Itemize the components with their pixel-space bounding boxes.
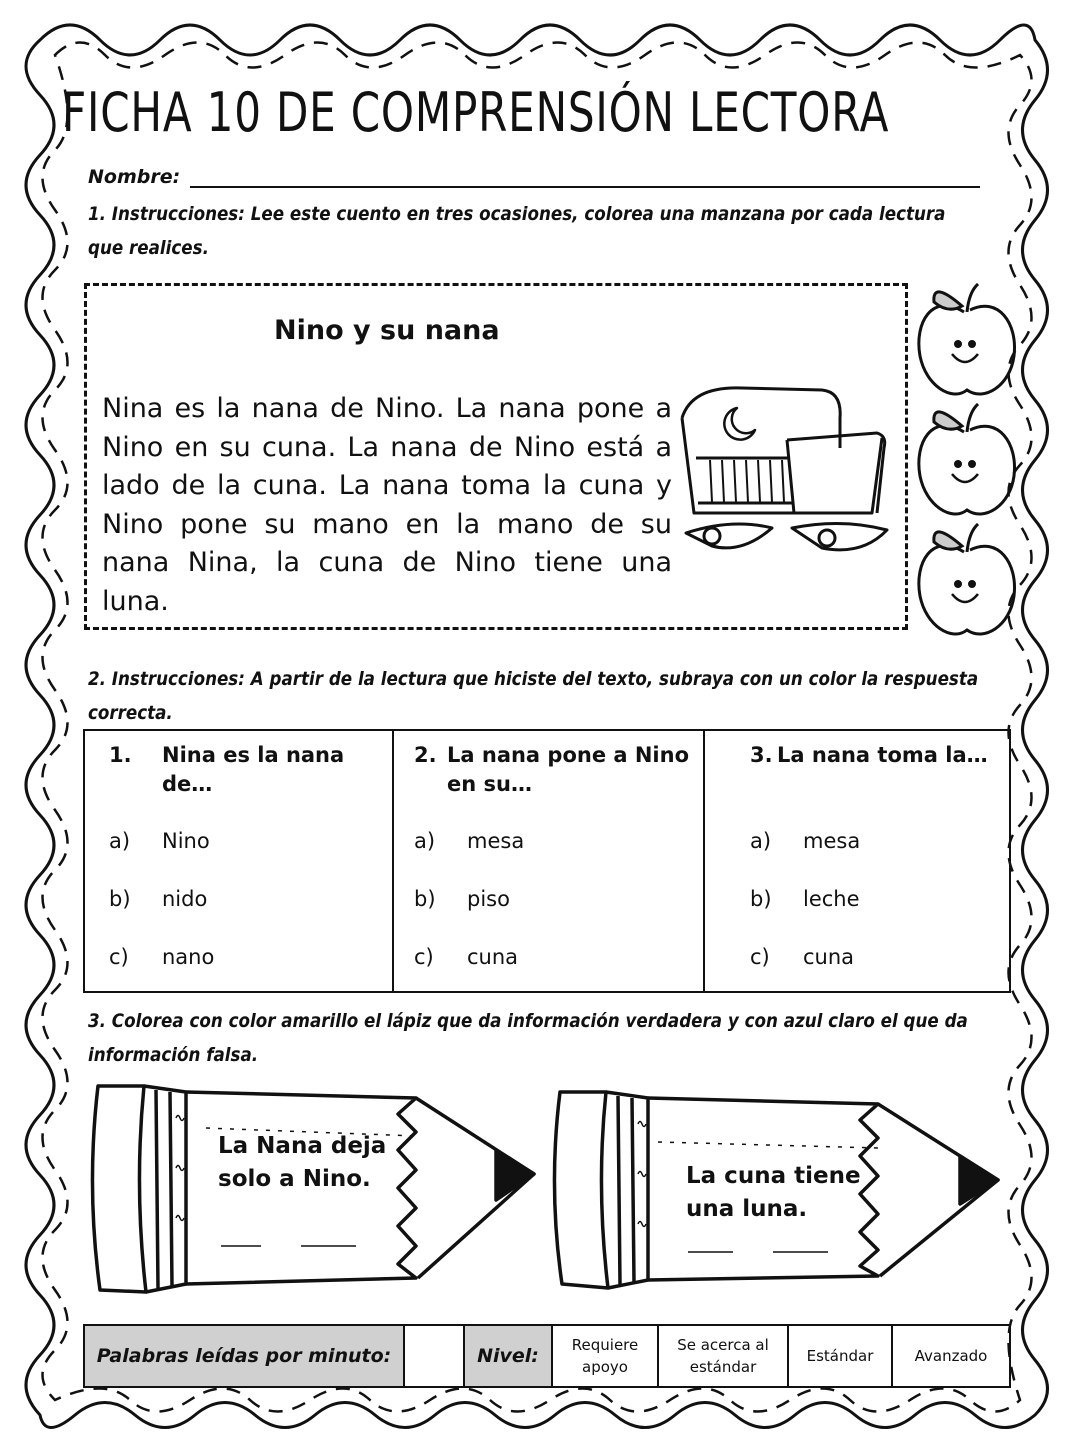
level-label: Nivel: xyxy=(465,1326,553,1386)
option-answer[interactable]: cuna xyxy=(467,945,519,969)
option-letter: a) xyxy=(414,829,436,853)
option-answer[interactable]: Nino xyxy=(162,829,210,853)
question-number: 1. xyxy=(109,743,132,767)
option-letter: c) xyxy=(109,945,129,969)
questions-table xyxy=(83,729,1011,993)
option-letter: b) xyxy=(109,887,131,911)
question-text: La nana pone a Nino en su… xyxy=(447,743,690,796)
cradle-illustration xyxy=(672,378,902,560)
pencil-1-statement: La Nana deja solo a Nino. xyxy=(218,1133,387,1192)
level-option-2[interactable]: Se acerca al estándar xyxy=(659,1326,789,1386)
words-per-minute-label: Palabras leídas por minuto: xyxy=(85,1326,405,1386)
instructions-1: 1. Instrucciones: Lee este cuento en tres ocasiones, colorea una manzana por cada lectura que realices. xyxy=(88,203,946,259)
option-letter: b) xyxy=(414,887,436,911)
option-answer[interactable]: nano xyxy=(162,945,215,969)
option-answer[interactable]: mesa xyxy=(803,829,861,853)
option-answer[interactable]: piso xyxy=(467,887,510,911)
option-letter: c) xyxy=(414,945,434,969)
option-letter: a) xyxy=(750,829,772,853)
question-column-3 xyxy=(703,731,1008,991)
reading-level-table xyxy=(83,1324,1011,1388)
question-number: 3. xyxy=(750,743,773,767)
apple-icon-2[interactable] xyxy=(919,404,1015,514)
story-title: Nino y su nana xyxy=(274,315,500,346)
question-text: La nana toma la… xyxy=(777,743,988,767)
level-option-3[interactable]: Estándar xyxy=(789,1326,893,1386)
question-column-2 xyxy=(392,731,703,991)
level-option-1[interactable]: Requiere apoyo xyxy=(553,1326,659,1386)
name-underline xyxy=(190,168,980,188)
option-letter: c) xyxy=(750,945,770,969)
apple-icon-1[interactable] xyxy=(919,284,1015,394)
option-letter: a) xyxy=(109,829,131,853)
name-field[interactable] xyxy=(88,166,980,188)
words-per-minute-cell[interactable] xyxy=(405,1326,465,1386)
question-column-1 xyxy=(85,731,392,991)
option-answer[interactable]: mesa xyxy=(467,829,525,853)
name-label: Nombre: xyxy=(88,166,181,188)
option-answer[interactable]: nido xyxy=(162,887,208,911)
pencil-2-statement: La cuna tiene una luna. xyxy=(686,1163,861,1222)
instructions-2: 2. Instrucciones: A partir de la lectura que hiciste del texto, subraya con un color la respuesta correcta. xyxy=(88,668,979,724)
option-answer[interactable]: cuna xyxy=(803,945,855,969)
reading-apples xyxy=(912,278,1024,640)
apple-icon-3[interactable] xyxy=(919,524,1015,634)
story-text: Nina es la nana de Nino. La nana pone a Nino en su cuna. La nana de Nino está a lado de la cuna. La nana toma la cuna y Nino pone su mano en la mano de su nana Nina, la cuna de Nino tiene una luna. xyxy=(102,393,672,617)
option-answer[interactable]: leche xyxy=(803,887,860,911)
instructions-3: 3. Colorea con color amarillo el lápiz que da información verdadera y con azul claro el que da información falsa. xyxy=(88,1010,968,1066)
level-option-4[interactable]: Avanzado xyxy=(914,1347,988,1365)
question-text: Nina es la nana de… xyxy=(162,743,345,796)
question-number: 2. xyxy=(414,743,437,767)
page-title: FICHA 10 DE COMPRENSIÓN LECTORA xyxy=(62,81,890,144)
option-letter: b) xyxy=(750,887,772,911)
